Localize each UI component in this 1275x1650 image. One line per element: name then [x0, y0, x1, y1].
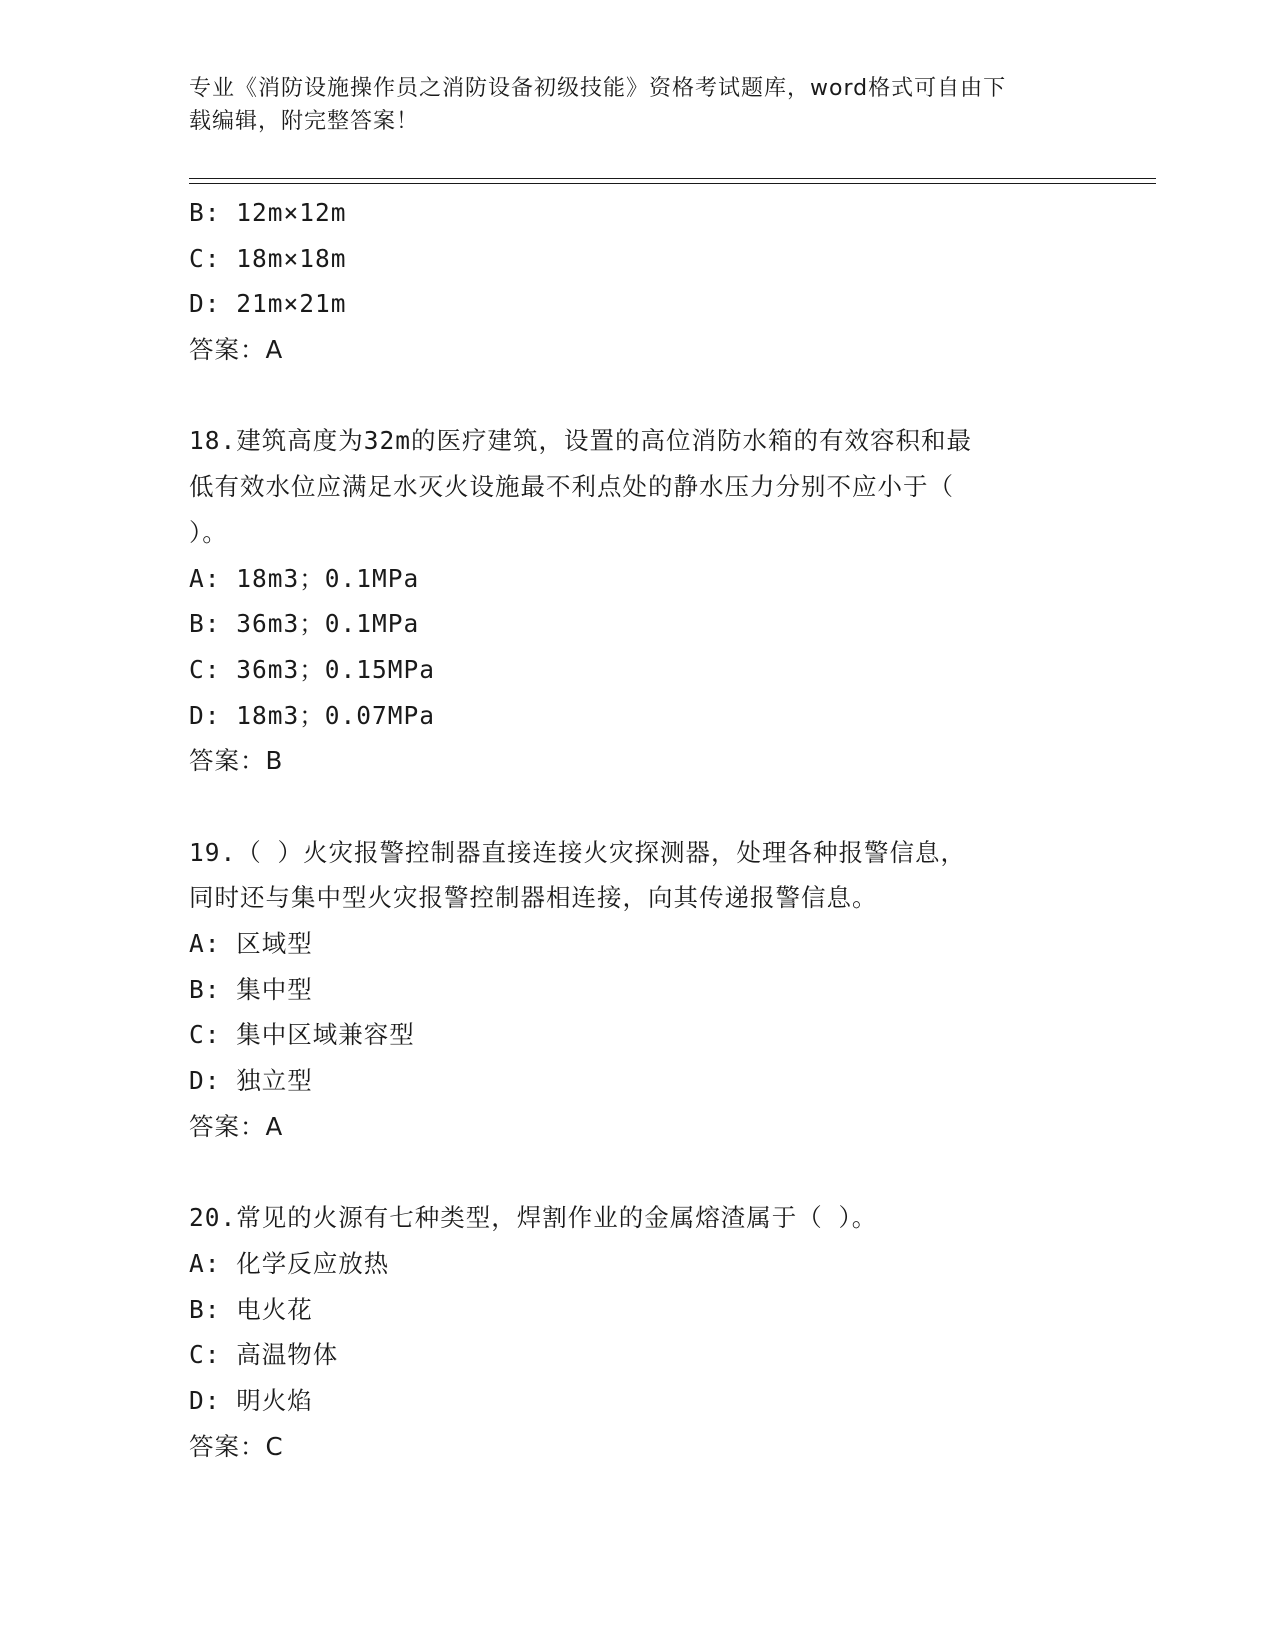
option-c: C: 36m3；0.15MPa: [189, 654, 436, 684]
option-d: D: 21m×21m: [189, 289, 347, 319]
question-stem-line: 20.常见的火源有七种类型，焊割作业的金属熔渣属于（ ）。: [189, 1203, 878, 1233]
header-line-1: 专业《消防设施操作员之消防设备初级技能》资格考试题库，word格式可自由下: [189, 76, 1007, 101]
answer-line: 答案：C: [189, 1431, 284, 1461]
question-17-continued: [189, 190, 1089, 373]
question-stem-line: 同时还与集中型火灾报警控制器相连接，向其传递报警信息。: [189, 883, 878, 913]
question-stem-line: ）。: [189, 517, 228, 547]
option-b: B: 电火花: [189, 1294, 313, 1324]
spacer: [189, 784, 1089, 830]
option-b: B: 12m×12m: [189, 198, 347, 227]
option-c: C: 高温物体: [189, 1340, 339, 1370]
question-list: [189, 190, 1089, 1469]
header-divider-top: [189, 178, 1156, 179]
option-a: A: 化学反应放热: [189, 1248, 390, 1278]
spacer: [189, 373, 1089, 419]
page-header: [189, 72, 1079, 138]
header-line-2: 载编辑，附完整答案！: [189, 109, 420, 134]
question-stem-line: 18.建筑高度为32m的医疗建筑，设置的高位消防水箱的有效容积和最: [189, 426, 972, 456]
answer-line: 答案：A: [189, 1111, 284, 1141]
question-stem-line: 19.（ ）火灾报警控制器直接连接火灾探测器，处理各种报警信息，: [189, 837, 966, 867]
option-b: B: 集中型: [189, 974, 313, 1004]
option-a: A: 区域型: [189, 929, 313, 958]
answer-line: 答案：B: [189, 746, 284, 776]
header-divider-bottom: [189, 183, 1156, 184]
option-c: C: 集中区域兼容型: [189, 1020, 415, 1050]
question-18: [189, 418, 1089, 784]
answer-line: 答案：A: [189, 335, 284, 365]
option-b: B: 36m3；0.1MPa: [189, 609, 420, 639]
question-stem-line: 低有效水位应满足水灭火设施最不利点处的静水压力分别不应小于（: [189, 472, 954, 502]
question-20: [189, 1195, 1089, 1469]
option-a: A: 18m3；0.1MPa: [189, 563, 420, 593]
option-d: D: 18m3；0.07MPa: [189, 700, 436, 730]
option-d: D: 独立型: [189, 1066, 313, 1096]
question-19: [189, 830, 1089, 1150]
option-d: D: 明火焰: [189, 1385, 313, 1415]
spacer: [189, 1149, 1089, 1195]
option-c: C: 18m×18m: [189, 243, 347, 273]
